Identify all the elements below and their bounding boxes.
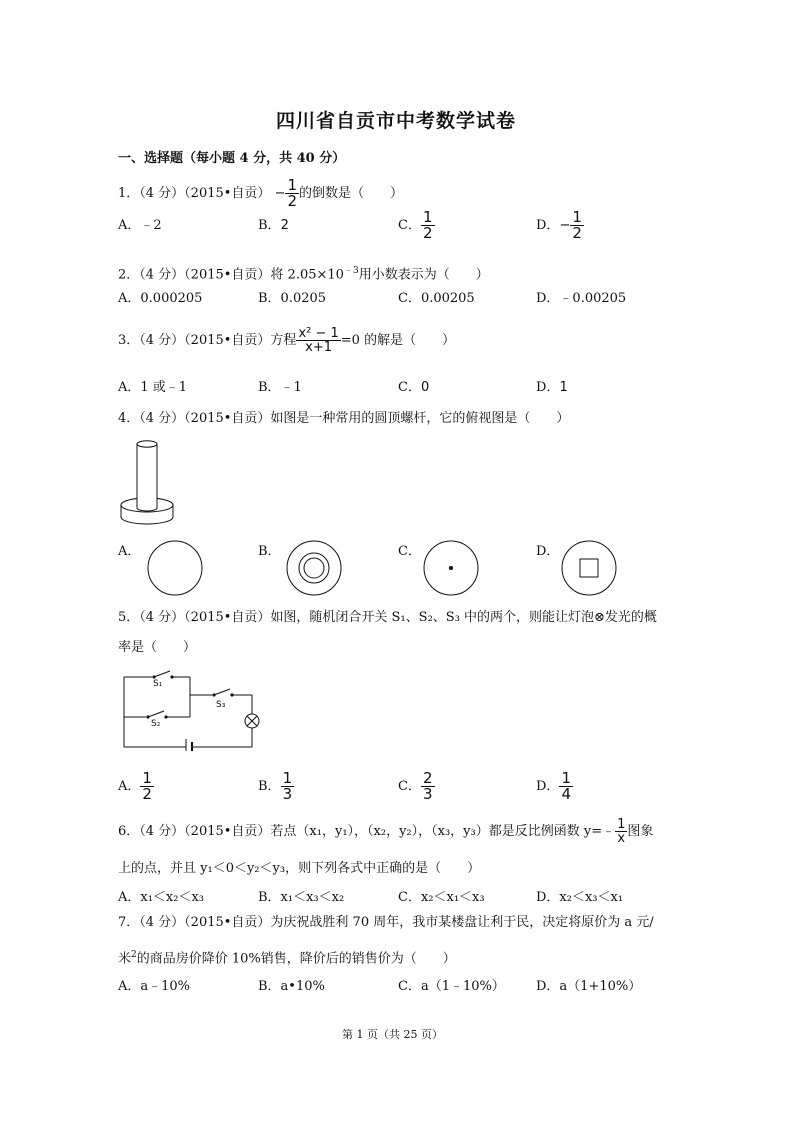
q5-a-num: 1 bbox=[142, 769, 152, 787]
question-5-line2: 率是（ ） bbox=[118, 640, 197, 655]
q3-d-label: D． bbox=[536, 380, 560, 395]
question-7-line2 bbox=[118, 946, 456, 968]
switch-s1-label: S₁ bbox=[153, 679, 163, 689]
q3-suffix: =0 的解是（ ） bbox=[340, 333, 456, 348]
q1-d-fraction bbox=[570, 210, 584, 241]
q1-c-den: 2 bbox=[422, 224, 433, 242]
q5-option-d[interactable] bbox=[536, 771, 573, 802]
q1-a-label: A． bbox=[118, 218, 141, 233]
q2-option-b[interactable]: B．0.0205 bbox=[258, 291, 327, 306]
q7-text-a: 米 bbox=[118, 951, 132, 967]
q3-option-a[interactable]: A．1 或﹣1 bbox=[118, 380, 188, 395]
q1-b-label: B． bbox=[258, 218, 281, 233]
q1-c-fraction bbox=[421, 210, 435, 241]
q6-fraction bbox=[615, 818, 627, 845]
q7-option-a[interactable]: A．a﹣10% bbox=[118, 979, 191, 994]
q5-b-num: 1 bbox=[282, 769, 293, 787]
q1-option-b[interactable] bbox=[258, 214, 289, 233]
q5-option-a[interactable] bbox=[118, 771, 154, 802]
q7-text-b: 的商品房价降价 10%销售，降价后的销售价为（ ） bbox=[136, 951, 456, 967]
q4-option-d-label[interactable]: D． bbox=[536, 544, 560, 559]
q2-text-a: 2．（4 分）（2015•自贡）将 2.05×10 bbox=[118, 267, 344, 283]
q1-prefix: 1．（4 分）（2015•自贡） bbox=[118, 186, 271, 201]
question-5-line1: 5．（4 分）（2015•自贡）如图，随机闭合开关 S₁、S₂、S₃ 中的两个，则能让灯泡⊗发光的概 bbox=[118, 610, 657, 625]
q2-option-c[interactable]: C．0.00205 bbox=[398, 291, 475, 306]
question-3 bbox=[118, 327, 455, 354]
q5-d-fraction bbox=[559, 771, 573, 802]
q3-prefix: 3．（4 分）（2015•自贡）方程 bbox=[118, 333, 297, 348]
q5-a-fraction bbox=[140, 771, 154, 802]
q7-option-b[interactable]: B．a•10% bbox=[258, 979, 325, 994]
q7-superscript: 2 bbox=[131, 950, 137, 960]
q1-num: 1 bbox=[287, 176, 298, 194]
q1-option-c[interactable] bbox=[398, 210, 435, 241]
q7-option-c[interactable]: C．a（1﹣10%） bbox=[398, 979, 505, 994]
q5-c-fraction bbox=[421, 771, 435, 802]
q3-c-label: C． bbox=[398, 380, 421, 395]
q1-option-a[interactable] bbox=[118, 214, 162, 233]
q5-b-label: B． bbox=[258, 779, 281, 794]
question-2 bbox=[118, 262, 489, 284]
question-6-line1 bbox=[118, 818, 653, 845]
q1-b-value: 2 bbox=[280, 218, 289, 233]
q1-minus: − bbox=[274, 186, 286, 201]
question-6-line2: 上的点，并且 y₁＜0＜y₂＜y₃，则下列各式中正确的是（ ） bbox=[118, 861, 481, 876]
q1-fraction bbox=[285, 178, 299, 209]
q1-option-d[interactable] bbox=[536, 210, 584, 241]
question-1 bbox=[118, 178, 403, 209]
q1-den: 2 bbox=[287, 192, 298, 210]
q4-option-d-figure[interactable] bbox=[560, 539, 618, 597]
q1-a-value: ﹣2 bbox=[140, 218, 162, 233]
q4-option-a-label[interactable]: A． bbox=[118, 544, 141, 559]
q5-option-c[interactable] bbox=[398, 771, 435, 802]
q3-fraction bbox=[296, 327, 340, 354]
q7-option-d[interactable]: D．a（1+10%） bbox=[536, 979, 642, 994]
q4-option-a-figure[interactable] bbox=[146, 539, 204, 597]
q6-option-d[interactable]: D．x₂＜x₃＜x₁ bbox=[536, 890, 624, 905]
q2-exponent: ﹣3 bbox=[343, 266, 359, 276]
q5-d-den: 4 bbox=[561, 785, 571, 803]
q5-a-label: A． bbox=[118, 779, 141, 794]
q5-b-den: 3 bbox=[282, 785, 293, 803]
q5-d-label: D． bbox=[536, 779, 560, 794]
q1-c-num: 1 bbox=[422, 208, 433, 226]
q6-option-c[interactable]: C．x₂＜x₁＜x₃ bbox=[398, 890, 485, 905]
q6-den: x bbox=[615, 831, 627, 845]
question-7-line1: 7．（4 分）（2015•自贡）为庆祝战胜利 70 周年，我市某楼盘让利于民，决定将原价为 a 元/ bbox=[118, 915, 654, 930]
q3-option-c[interactable] bbox=[398, 376, 429, 395]
switch-s2-label: S₂ bbox=[151, 719, 161, 729]
q1-d-den: 2 bbox=[572, 224, 582, 242]
q1-d-minus: − bbox=[559, 218, 571, 233]
q1-d-num: 1 bbox=[572, 208, 582, 226]
question-4: 4．（4 分）（2015•自贡）如图是一种常用的圆顶螺杆，它的俯视图是（ ） bbox=[118, 411, 570, 426]
q4-option-c-figure[interactable] bbox=[422, 539, 480, 597]
section-heading: 一、选择题（每小题 4 分，共 40 分） bbox=[118, 151, 346, 166]
q6-text: 6．（4 分）（2015•自贡）若点（x₁，y₁），（x₂，y₂），（x₃，y₃）都是反比例函数 y=﹣ bbox=[118, 824, 616, 839]
circuit-wires bbox=[116, 665, 276, 751]
q1-c-label: C． bbox=[398, 218, 421, 233]
q5-b-fraction bbox=[281, 771, 295, 802]
q6-num: 1 bbox=[617, 817, 626, 832]
page-title: 四川省自贡市中考数学试卷 bbox=[276, 110, 517, 132]
q2-text-b: 用小数表示为（ ） bbox=[358, 267, 489, 283]
q3-option-b[interactable]: B．﹣1 bbox=[258, 380, 302, 395]
q4-option-c-label[interactable]: C． bbox=[398, 544, 421, 559]
page-footer: 第 1 页（共 25 页） bbox=[342, 1028, 443, 1041]
q5-c-den: 3 bbox=[422, 785, 433, 803]
q2-option-d[interactable]: D．﹣0.00205 bbox=[536, 291, 627, 306]
screw-figure bbox=[116, 437, 178, 531]
q5-c-num: 2 bbox=[422, 769, 433, 787]
q6-option-b[interactable]: B．x₁＜x₃＜x₂ bbox=[258, 890, 345, 905]
q3-c-value: 0 bbox=[420, 380, 430, 395]
q6-text-end: 图象 bbox=[627, 824, 654, 839]
q5-d-num: 1 bbox=[561, 769, 571, 787]
q1-suffix: 的倒数是（ ） bbox=[299, 186, 404, 201]
circuit-diagram bbox=[116, 665, 276, 751]
q5-c-label: C． bbox=[398, 779, 421, 794]
q5-a-den: 2 bbox=[142, 785, 152, 803]
q3-d-value: 1 bbox=[559, 380, 568, 395]
switch-s3-label: S₃ bbox=[216, 700, 226, 710]
q4-option-b-label[interactable]: B． bbox=[258, 544, 281, 559]
q3-den: x+1 bbox=[296, 340, 340, 354]
q2-option-a[interactable]: A．0.000205 bbox=[118, 291, 203, 306]
q3-option-d[interactable] bbox=[536, 376, 568, 395]
q5-option-b[interactable] bbox=[258, 771, 294, 802]
q6-option-a[interactable]: A．x₁＜x₂＜x₃ bbox=[118, 890, 205, 905]
q1-d-label: D． bbox=[536, 218, 560, 233]
q4-option-b-figure[interactable] bbox=[285, 539, 343, 597]
q3-num: x² − 1 bbox=[298, 326, 339, 341]
